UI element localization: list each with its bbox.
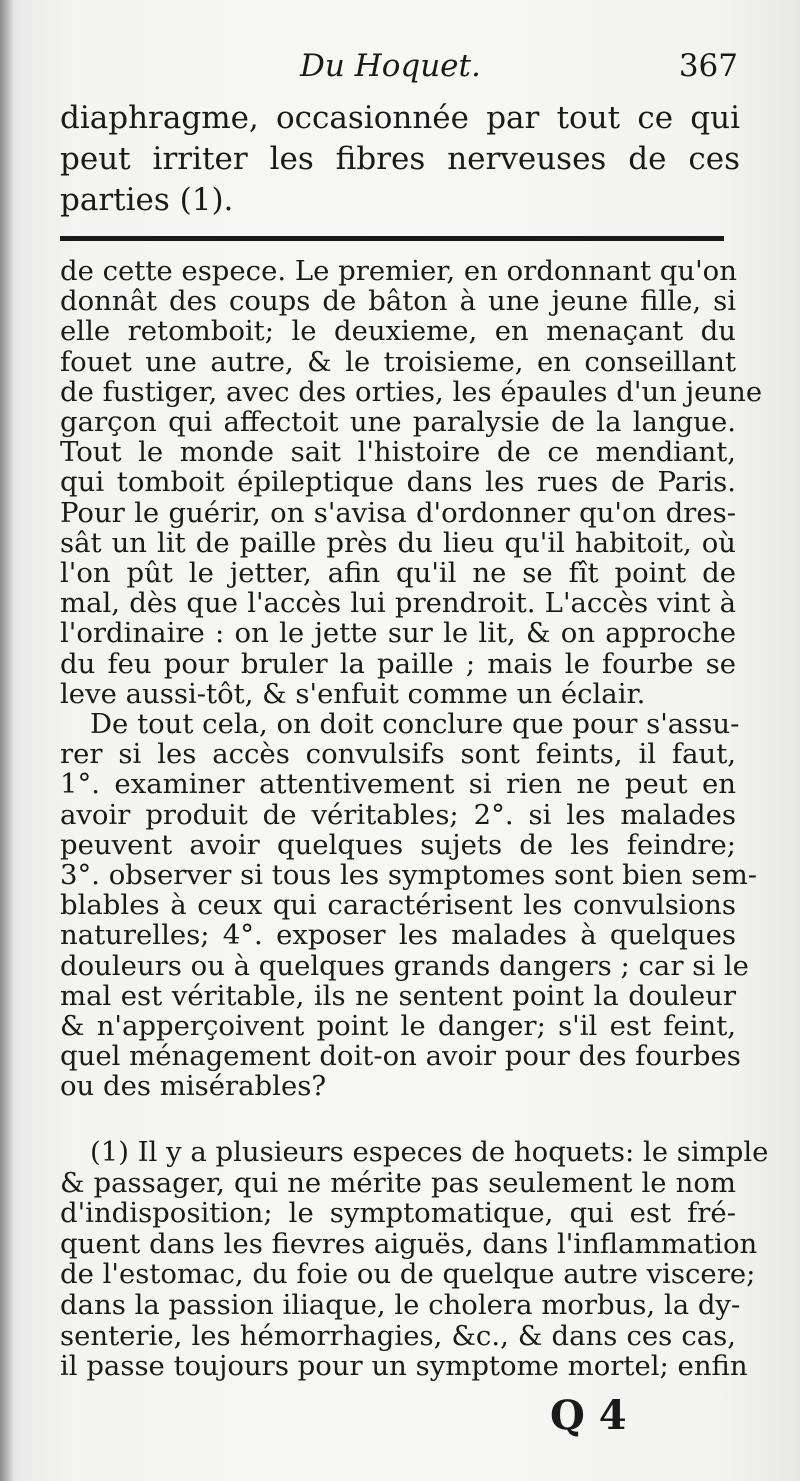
footnote-line: il passe toujours pour un symptome mortel; enfin: [60, 1350, 748, 1383]
page-gutter-shadow: [0, 0, 14, 1481]
text-line: Tout le monde sait l'histoire de ce mendiant,: [60, 436, 736, 469]
footnote-line: & passager, qui ne mérite pas seulement le nom: [60, 1166, 736, 1199]
text-line: fouet une autre, & le troisieme, en conseillant: [60, 345, 736, 378]
footnote-line: de l'estomac, du foie ou de quelque autre viscere;: [60, 1258, 756, 1291]
text-line: blables à ceux qui caractérisent les convulsions: [60, 889, 736, 922]
footnote-line: senterie, les hémorrhagies, &c., & dans ces cas,: [60, 1319, 736, 1352]
text-line: rer si les accès convulsifs sont feints, il faut,: [60, 738, 736, 771]
text-line: donnât des coups de bâton à une jeune fille, si: [60, 285, 736, 318]
text-line: De tout cela, on doit conclure que pour s'assu-: [90, 708, 740, 741]
text-line: leve aussi-tôt, & s'enfuit comme un éclair.: [60, 677, 646, 710]
text-line: mal est véritable, ils ne sentent point la douleur: [60, 979, 736, 1012]
footnote-line: d'indisposition; le symptomatique, qui est fré-: [60, 1197, 736, 1230]
text-line: diaphragme, occasionnée par tout ce qui: [60, 100, 740, 136]
footnote-line: dans la passion iliaque, le cholera morbus, la dy-: [60, 1288, 741, 1321]
body-text: [60, 255, 763, 1103]
page-number: 367: [678, 48, 738, 84]
section-divider-rule: [60, 236, 724, 241]
footnote: [60, 1136, 769, 1383]
text-line: du feu pour bruler la paille ; mais le fourbe se: [60, 647, 736, 680]
page-header: [60, 48, 738, 92]
text-line: qui tomboit épileptique dans les rues de Paris.: [60, 466, 736, 499]
text-line: de fustiger, avec des orties, les épaules d'un jeune: [60, 375, 763, 408]
footnote-line: (1) Il y a plusieurs especes de hoquets: le simple: [90, 1136, 769, 1168]
text-line: de cette espece. Le premier, en ordonnant qu'on: [60, 255, 737, 287]
text-line: avoir produit de véritables; 2°. si les malades: [60, 798, 736, 831]
text-line: peuvent avoir quelques sujets de les feindre;: [60, 828, 736, 861]
text-line: elle retomboit; le deuxieme, en menaçant du: [60, 315, 736, 348]
text-line: Pour le guérir, on s'avisa d'ordonner qu'on dres-: [60, 496, 736, 529]
text-line: 1°. examiner attentivement si rien ne peut en: [60, 768, 736, 801]
text-line: l'on pût le jetter, afin qu'il ne se fît point de: [60, 557, 736, 590]
text-line: mal, dès que l'accès lui prendroit. L'accès vint à: [60, 587, 736, 620]
text-line: & n'apperçoivent point le danger; s'il est feint,: [60, 1010, 736, 1043]
running-head: Du Hoquet.: [300, 48, 481, 84]
text-line: quel ménagement doit-on avoir pour des fourbes: [60, 1040, 741, 1073]
text-line: douleurs ou à quelques grands dangers ; car si le: [60, 949, 749, 982]
footnote-line: quent dans les fievres aiguës, dans l'inflammation: [60, 1227, 758, 1260]
text-line: naturelles; 4°. exposer les malades à quelques: [60, 919, 736, 952]
text-line: garçon qui affectoit une paralysie de la langue.: [60, 406, 736, 439]
text-line: sât un lit de paille près du lieu qu'il habitoit, où: [60, 526, 736, 559]
text-line: parties (1).: [60, 182, 234, 218]
text-line: 3°. observer si tous les symptomes sont bien sem-: [60, 859, 758, 892]
text-line: l'ordinaire : on le jette sur le lit, & on approche: [60, 617, 736, 650]
signature-mark: Q 4: [550, 1392, 627, 1439]
text-line: peut irriter les fibres nerveuses de ces: [60, 141, 740, 177]
top-paragraph: [60, 98, 740, 221]
text-line: ou des misérables?: [60, 1070, 327, 1103]
